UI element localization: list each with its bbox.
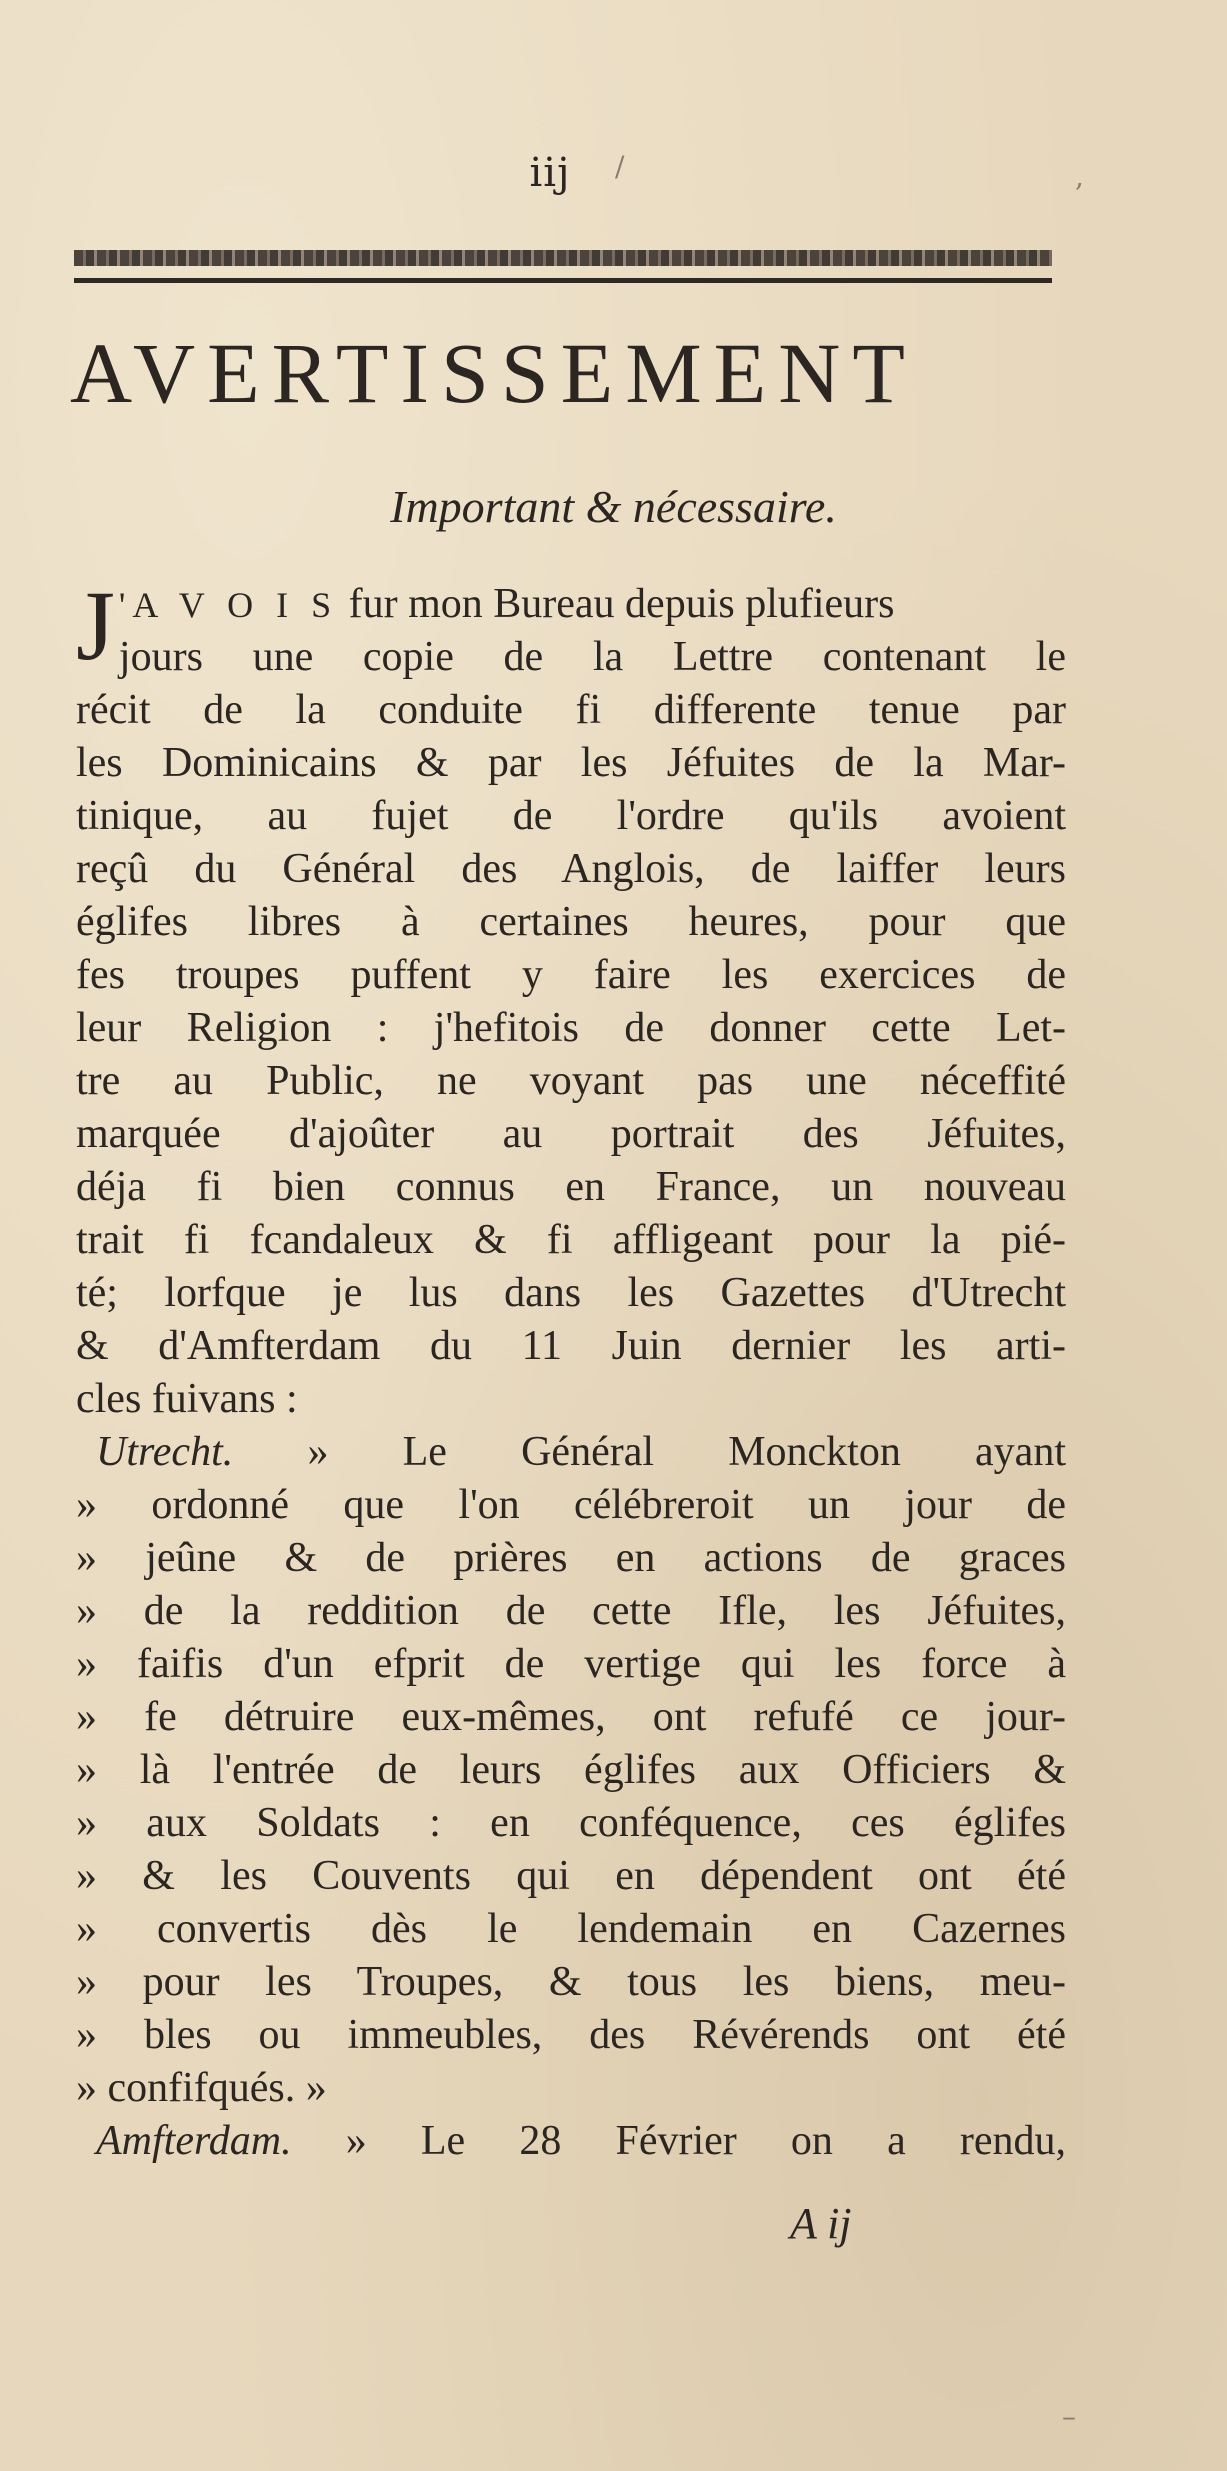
quote-line: » là l'entrée de leurs églifes aux Officiers & [76,1747,1066,1793]
text-line: églifes libres à certaines heures, pour que [76,899,1066,945]
text-line-rest: » Le 28 Février on a rendu, [345,2118,1066,2164]
text-line: fes troupes puffent y faire les exercices de [76,952,1066,998]
place-name: Utrecht. [96,1429,234,1475]
pencil-stroke: / [615,150,625,183]
text-line: récit de la conduite fi differente tenue par [76,687,1066,733]
place-name: Amfterdam. [96,2118,292,2164]
text-line-rest: fur mon Bureau depuis plufieurs [338,581,895,627]
text-line [76,2115,1066,2168]
text-line: leur Religion : j'hefitois de donner cette Let- [76,1005,1066,1051]
text-line: déja fi bien connus en France, un nouveau [76,1164,1066,1210]
quote-line: » convertis dès le lendemain en Cazernes [76,1906,1066,1952]
utrecht-quote [76,1426,1066,2115]
text-line-rest: » Le Général Monckton ayant [307,1429,1066,1475]
ornamental-rule [74,250,1052,266]
quote-line: » aux Soldats : en conféquence, ces églifes [76,1800,1066,1846]
text-line [76,1426,1066,1479]
text-line: les Dominicains & par les Jéfuites de la Mar- [76,740,1066,786]
opening-paragraph [76,570,1066,1426]
small-caps-lead: 'A V O I S [118,585,339,625]
page-subtitle: Important & nécessaire. [390,481,837,532]
quote-line: » bles ou immeubles, des Révérends ont été [76,2012,1066,2058]
page-number: iij [529,150,571,196]
text-line: tre au Public, ne voyant pas une néceffité [76,1058,1066,1104]
text-line: & d'Amfterdam du 11 Juin dernier les arti- [76,1323,1066,1369]
header-rule [74,278,1052,283]
quote-line: » pour les Troupes, & tous les biens, meu- [76,1959,1066,2005]
text-line: tinique, au fujet de l'ordre qu'ils avoient [76,793,1066,839]
drop-cap: J [76,570,115,681]
quote-line: » jeûne & de prières en actions de graces [76,1535,1066,1581]
text-line: trait fi fcandaleux & fi affligeant pour la pié- [76,1217,1066,1263]
amsterdam-quote [76,2115,1066,2168]
text-line: marquée d'ajoûter au portrait des Jéfuites, [76,1111,1066,1157]
quote-line: » de la reddition de cette Ifle, les Jéfuites, [76,1588,1066,1634]
quote-line: » fe détruire eux-mêmes, ont refufé ce jour- [76,1694,1066,1740]
signature-mark: A ij [790,2199,852,2248]
text-line: té; lorfque je lus dans les Gazettes d'Utrecht [76,1270,1066,1316]
quote-line: » & les Couvents qui en dépendent ont été [76,1853,1066,1899]
pencil-stroke: – [1062,2400,1076,2433]
quote-line: » ordonné que l'on célébreroit un jour de [76,1482,1066,1528]
body-text [76,570,1066,2168]
text-line: cles fuivans : [76,1376,298,1422]
text-line [76,578,1066,631]
quote-line: » faifis d'un efprit de vertige qui les force à [76,1641,1066,1687]
pencil-stroke: , [1075,160,1084,193]
text-line: reçû du Général des Anglois, de laiffer leurs [76,846,1066,892]
page-title: AVERTISSEMENT [70,325,917,421]
quote-line: » confifqués. » [76,2065,327,2111]
text-line: jours une copie de la Lettre contenant le [118,634,1066,680]
